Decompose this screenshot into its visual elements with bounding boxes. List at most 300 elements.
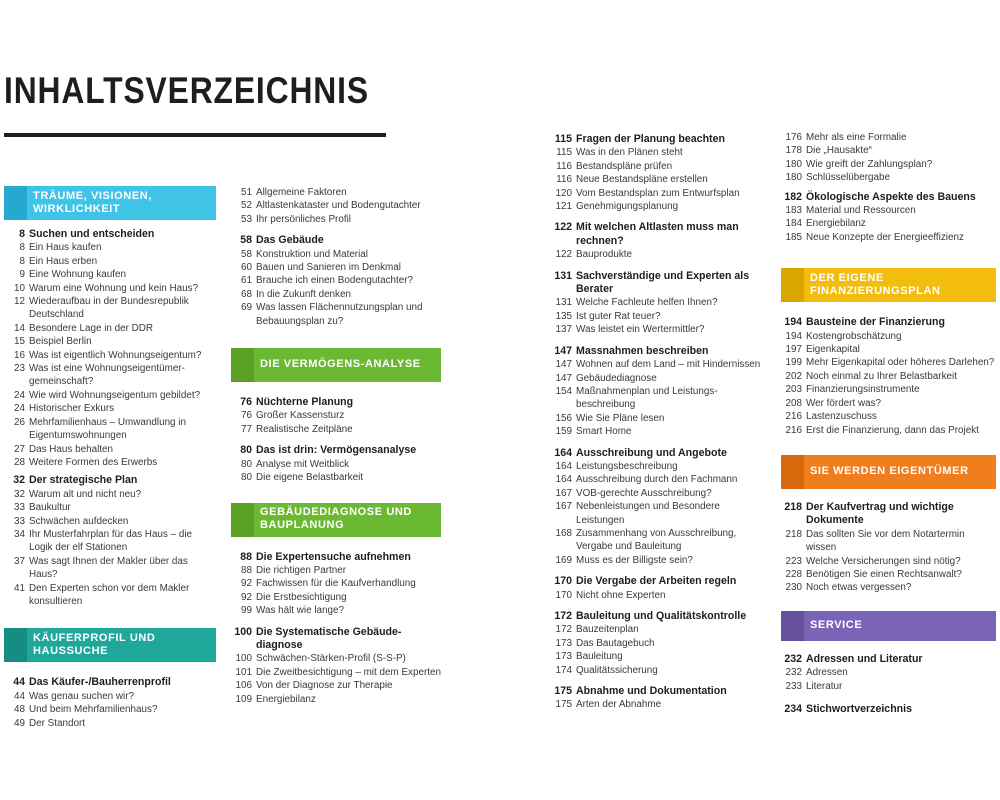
toc-entry: [551, 487, 761, 500]
page-number: 147: [555, 372, 572, 384]
toc-entry: [4, 349, 216, 362]
page-number: 34: [14, 528, 25, 540]
entry-title: Erst die Finanzierung, dann das Projekt: [806, 424, 979, 436]
toc-chapter-entry: [551, 575, 761, 588]
entry-title: Welche Versicherungen sind nötig?: [806, 555, 961, 567]
toc-entry: [551, 310, 761, 323]
page-number: 121: [555, 201, 572, 213]
toc-chapter-entry: [551, 447, 761, 460]
page-title: INHALTSVERZEICHNIS: [4, 70, 369, 111]
toc-entry: [4, 295, 216, 322]
entry-title: Die Zweitbesichtigung – mit dem Experten: [256, 666, 441, 678]
entry-title: Sachverständige und Experten als Berater: [576, 269, 750, 296]
toc-entry: [781, 581, 996, 594]
page-number: 92: [241, 591, 252, 603]
section-header-vermoegen: [231, 348, 441, 382]
entry-title: Bauen und Sanieren im Denkmal: [256, 262, 401, 274]
entry-title: Welche Fachleute helfen Ihnen?: [576, 297, 718, 309]
page-number: 88: [240, 550, 252, 563]
page-number: 32: [13, 474, 25, 487]
toc-entry: [551, 637, 761, 650]
entry-title: Die Vergabe der Arbeiten regeln: [576, 575, 737, 588]
entry-title: Brauche ich einen Bodengutachter?: [256, 275, 414, 287]
page-number: 164: [555, 460, 572, 472]
page-number: 218: [784, 500, 802, 513]
toc-entry: [231, 577, 441, 590]
toc-entry: [231, 409, 441, 422]
entry-title: Stichwortverzeichnis: [806, 702, 912, 715]
toc-list: [781, 316, 996, 437]
page-number: 178: [785, 145, 802, 157]
page-number: 23: [14, 363, 25, 375]
toc-entry: [231, 679, 441, 692]
page-number: 16: [14, 349, 25, 361]
toc-entry: [781, 370, 996, 383]
entry-title: Die richtigen Partner: [256, 564, 347, 576]
toc-chapter-entry: [781, 316, 996, 329]
toc-entry: [4, 488, 216, 501]
entry-title: Maßnahmenplan und Leistungs-beschreibung: [576, 385, 718, 411]
toc-entry: [4, 456, 216, 469]
entry-title: Besondere Lage in der DDR: [29, 322, 154, 334]
page-number: 175: [555, 699, 572, 711]
entry-title: Schwächen aufdecken: [29, 515, 129, 527]
page-number: 170: [555, 589, 572, 601]
page-number: 170: [554, 575, 572, 588]
page-number: 122: [554, 221, 572, 234]
page-number: 53: [241, 213, 252, 225]
entry-title: Was hält wie lange?: [256, 605, 345, 617]
page-number: 182: [784, 190, 802, 203]
toc-list: [231, 186, 441, 328]
toc-entry: [551, 554, 761, 567]
page-number: 199: [785, 357, 802, 369]
entry-title: Weitere Formen des Erwerbs: [29, 456, 158, 468]
section-header-gebaeude: [231, 503, 441, 537]
toc-entry: [4, 717, 216, 730]
entry-title: Benötigen Sie einen Rechtsanwalt?: [806, 568, 962, 580]
toc-entry: [551, 323, 761, 336]
entry-title: Warum alt und nicht neu?: [29, 488, 142, 500]
section-color-stripe: [781, 268, 804, 302]
page-number: 100: [234, 625, 252, 638]
toc-entry: [551, 160, 761, 173]
page-number: 109: [235, 693, 252, 705]
entry-title: Ein Haus erben: [29, 255, 98, 267]
section-title: TRÄUME, VISIONEN, WIRKLICHKEIT: [33, 189, 152, 215]
page-number: 234: [784, 702, 802, 715]
entry-title: Ein Haus kaufen: [29, 242, 102, 254]
page-number: 156: [555, 412, 572, 424]
entry-title: Genehmigungsplanung: [576, 201, 679, 213]
toc-entry: [231, 261, 441, 274]
page-number: 9: [19, 269, 25, 281]
toc-entry: [781, 397, 996, 410]
entry-title: Eine Wohnung kaufen: [29, 269, 126, 281]
page-number: 88: [241, 564, 252, 576]
entry-title: Bauzeitenplan: [576, 624, 639, 636]
entry-title: Ökologische Aspekte des Bauens: [806, 190, 976, 203]
toc-chapter-entry: [4, 676, 216, 689]
page-number: 202: [785, 370, 802, 382]
toc-entry: [231, 458, 441, 471]
page-number: 197: [785, 344, 802, 356]
entry-title: Der Standort: [29, 717, 85, 729]
entry-title: Das ist drin: Vermögensanalyse: [256, 444, 417, 457]
toc-entry: [781, 330, 996, 343]
toc-entry: [231, 423, 441, 436]
page-number: 69: [241, 302, 252, 314]
page-number: 172: [554, 610, 572, 622]
entry-title: Material und Ressourcen: [806, 205, 916, 217]
toc-entry: [551, 385, 761, 412]
page-number: 80: [241, 472, 252, 484]
toc-entry: [781, 356, 996, 369]
toc-entry: [231, 652, 441, 665]
entry-title: Bausteine der Finanzierung: [806, 316, 945, 329]
entry-title: Warum eine Wohnung und kein Haus?: [29, 282, 199, 294]
toc-entry: [4, 416, 216, 443]
toc-entry: [4, 362, 216, 389]
page-number: 167: [555, 487, 572, 499]
toc-entry: [4, 335, 216, 348]
entry-title: Literatur: [806, 680, 843, 692]
page-number: 76: [241, 410, 252, 422]
entry-title: Altlastenkataster und Bodengutachter: [256, 200, 421, 212]
toc-entry: [551, 589, 761, 602]
entry-title: Suchen und entscheiden: [29, 228, 155, 240]
page-number: 12: [14, 296, 25, 308]
entry-title: Neue Bestandspläne erstellen: [576, 174, 708, 186]
page-number: 216: [785, 424, 802, 436]
page-number: 147: [554, 344, 572, 357]
toc-entry: [551, 623, 761, 636]
page-number: 232: [785, 667, 802, 679]
toc-chapter-entry: [551, 345, 761, 358]
toc-entry: [551, 425, 761, 438]
section-color-stripe: [231, 348, 254, 382]
toc-entry: [551, 664, 761, 677]
page-number: 100: [235, 653, 252, 665]
page-number: 58: [241, 248, 252, 260]
page-number: 223: [785, 555, 802, 567]
page-number: 27: [14, 443, 25, 455]
page-number: 106: [235, 680, 252, 692]
entry-title: Die Erstbesichtigung: [256, 591, 347, 603]
entry-title: Baukultur: [29, 502, 71, 514]
toc-entry: [781, 158, 996, 171]
toc-list: [4, 676, 216, 730]
toc-entry: [781, 568, 996, 581]
entry-title: Allgemeine Faktoren: [256, 187, 347, 198]
toc-entry: [4, 528, 216, 555]
entry-title: Muss es der Billigste sein?: [576, 554, 693, 566]
page-number: 44: [14, 690, 25, 702]
entry-title: Fachwissen für die Kaufverhandlung: [256, 578, 416, 590]
page-number: 44: [13, 676, 25, 689]
entry-title: Ausschreibung und Angebote: [576, 446, 727, 459]
toc-chapter-entry: [231, 444, 441, 457]
page-number: 147: [555, 359, 572, 371]
toc-entry: [4, 268, 216, 281]
toc-column-1: [4, 186, 216, 730]
page-number: 167: [555, 501, 572, 513]
section-title: SIE WERDEN EIGENTÜMER: [810, 464, 969, 477]
entry-title: Bauleitung: [576, 651, 623, 663]
entry-title: Leistungsbeschreibung: [576, 460, 678, 472]
entry-title: Fragen der Planung beachten: [576, 133, 725, 145]
entry-title: Schwächen-Stärken-Profil (S-S-P): [256, 653, 406, 665]
toc-list: [231, 396, 441, 484]
toc-entry: [781, 217, 996, 230]
toc-entry: [781, 204, 996, 217]
toc-entry: [231, 564, 441, 577]
toc-list: [781, 501, 996, 595]
page-number: 184: [785, 218, 802, 230]
toc-entry: [551, 200, 761, 213]
section-header-traume: [4, 186, 216, 220]
entry-title: Smart Home: [576, 426, 632, 438]
entry-title: Bauleitung und Qualitätskontrolle: [576, 610, 747, 622]
entry-title: Eigenkapital: [806, 344, 860, 356]
entry-title: Nebenleistungen und Besondere Leistungen: [576, 501, 720, 526]
toc-entry: [231, 604, 441, 617]
page-number: 68: [241, 288, 252, 300]
page-number: 60: [241, 262, 252, 274]
entry-title: Kostengrobschätzung: [806, 330, 902, 342]
entry-title: Vom Bestandsplan zum Entwurfsplan: [576, 187, 740, 199]
toc-entry: [4, 703, 216, 716]
entry-title: Was leistet ein Wertermittler?: [576, 324, 705, 336]
section-title: SERVICE: [810, 618, 863, 631]
section-color-stripe: [781, 611, 804, 641]
toc-column-3: [551, 133, 761, 712]
toc-entry: [231, 248, 441, 261]
toc-entry: [781, 424, 996, 437]
page-number: 173: [555, 637, 572, 649]
toc-entry: [4, 582, 216, 609]
toc-entry: [551, 296, 761, 309]
entry-title: Bestandspläne prüfen: [576, 160, 673, 172]
toc-entry: [4, 402, 216, 415]
entry-title: Adressen und Literatur: [806, 652, 923, 665]
entry-title: Wiederaufbau in der Bundesrepublik Deutschland: [29, 296, 189, 321]
toc-chapter-entry: [231, 396, 441, 409]
toc-entry: [4, 501, 216, 514]
entry-title: Wie Sie Pläne lesen: [576, 412, 665, 424]
section-header-finanz: [781, 268, 996, 302]
toc-chapter-entry: [4, 474, 216, 487]
page-number: 76: [240, 396, 252, 409]
toc-entry: [231, 591, 441, 604]
entry-title: Mehr Eigenkapital oder höheres Darlehen?: [806, 357, 995, 369]
toc-entry: [781, 555, 996, 568]
toc-chapter-entry: [231, 234, 441, 247]
page-number: 92: [241, 578, 252, 590]
toc-entry: [551, 650, 761, 663]
page-number: 51: [241, 187, 252, 198]
toc-entry: [4, 443, 216, 456]
toc-chapter-entry: [781, 653, 996, 666]
toc-chapter-entry: [781, 501, 996, 528]
toc-entry: [551, 460, 761, 473]
toc-entry: [551, 187, 761, 200]
entry-title: Schlüsselübergabe: [806, 172, 890, 184]
page-number: 24: [14, 389, 25, 401]
toc-entry: [781, 231, 996, 244]
toc-entry: [781, 144, 996, 157]
page-number: 99: [241, 605, 252, 617]
entry-title: Beispiel Berlin: [29, 336, 92, 348]
entry-title: Konstruktion und Material: [256, 248, 368, 260]
page-number: 120: [555, 187, 572, 199]
page-number: 101: [235, 666, 252, 678]
page-number: 232: [784, 652, 802, 665]
page-number: 41: [14, 582, 25, 594]
entry-title: Die Expertensuche aufnehmen: [256, 550, 411, 563]
page-number: 203: [785, 384, 802, 396]
entry-title: Die Systematische Gebäude-diagnose: [256, 625, 402, 651]
toc-chapter-entry: [781, 191, 996, 204]
page-number: 218: [785, 528, 802, 540]
toc-entry: [781, 410, 996, 423]
toc-chapter-entry: [551, 610, 761, 623]
page-number: 172: [555, 624, 572, 636]
page-number: 131: [554, 269, 572, 282]
page-number: 183: [785, 205, 802, 217]
page-number: 174: [555, 664, 572, 676]
entry-title: Zusammenhang von Ausschreibung, Vergabe und Bauleitung: [576, 527, 737, 553]
page-number: 164: [555, 474, 572, 486]
title-rule: [4, 133, 386, 137]
page-number: 233: [785, 680, 802, 692]
page-number: 115: [554, 133, 572, 145]
entry-title: Das Bautagebuch: [576, 637, 655, 649]
entry-title: Noch einmal zu Ihrer Belastbarkeit: [806, 370, 957, 382]
entry-title: Bauprodukte: [576, 249, 633, 261]
toc-chapter-entry: [551, 133, 761, 146]
entry-title: Von der Diagnose zur Therapie: [256, 680, 393, 692]
section-title: DIE VERMÖGENS-ANALYSE: [260, 358, 421, 371]
entry-title: Ist guter Rat teuer?: [576, 310, 661, 322]
toc-chapter-entry: [551, 685, 761, 698]
toc-entry: [781, 383, 996, 396]
toc-chapter-entry: [781, 703, 996, 716]
toc-list: [4, 228, 216, 608]
entry-title: Was lassen Flächennutzungsplan und Bebauungsplan zu?: [256, 302, 423, 327]
entry-title: Energiebilanz: [256, 693, 316, 705]
page-number: 208: [785, 397, 802, 409]
toc-entry: [231, 199, 441, 212]
page-number: 61: [241, 275, 252, 287]
page-number: 135: [555, 310, 572, 322]
page-number: 228: [785, 568, 802, 580]
page-number: 48: [14, 704, 25, 716]
entry-title: Wohnen auf dem Land – mit Hindernissen: [576, 359, 761, 371]
page-number: 26: [14, 416, 25, 428]
section-header-eigentuemer: [781, 455, 996, 489]
entry-title: Abnahme und Dokumentation: [576, 685, 727, 698]
toc-chapter-entry: [551, 221, 761, 248]
toc-entry: [231, 301, 441, 328]
entry-title: Ihr Musterfahrplan für das Haus – die Logik der elf Stationen: [29, 528, 193, 554]
entry-title: Analyse mit Weitblick: [256, 458, 350, 470]
entry-title: VOB-gerechte Ausschreibung?: [576, 487, 712, 499]
toc-entry: [4, 282, 216, 295]
section-title: GEBÄUDEDIAGNOSE UND BAUPLANUNG: [260, 506, 412, 531]
page-number: 230: [785, 582, 802, 594]
entry-title: Was genau suchen wir?: [29, 690, 135, 702]
page-number: 15: [14, 336, 25, 348]
entry-title: Qualitätssicherung: [576, 664, 658, 676]
entry-title: Das Gebäude: [256, 234, 324, 247]
page-number: 164: [554, 446, 572, 459]
page-number: 14: [14, 322, 25, 334]
page-number: 159: [555, 426, 572, 438]
entry-title: Das Haus behalten: [29, 443, 113, 455]
section-title: KÄUFERPROFIL UND HAUSSUCHE: [33, 631, 156, 657]
page-number: 122: [555, 249, 572, 261]
page-number: 137: [555, 324, 572, 336]
section-color-stripe: [4, 628, 27, 662]
page-number: 194: [785, 330, 802, 342]
page-number: 154: [555, 385, 572, 397]
toc-entry: [231, 288, 441, 301]
page-number: 168: [555, 527, 572, 539]
page-number: 176: [785, 132, 802, 143]
page-number: 24: [14, 403, 25, 415]
entry-title: Der strategische Plan: [29, 474, 138, 487]
page-number: 185: [785, 231, 802, 243]
page-number: 216: [785, 411, 802, 423]
entry-title: Adressen: [806, 667, 848, 679]
toc-entry: [231, 666, 441, 679]
toc-entry: [551, 146, 761, 159]
toc-entry: [551, 248, 761, 261]
toc-chapter-entry: [231, 626, 441, 653]
toc-entry: [4, 555, 216, 582]
entry-title: Wie greift der Zahlungsplan?: [806, 158, 933, 170]
entry-title: Wer fördert was?: [806, 397, 882, 409]
toc-entry: [551, 527, 761, 554]
entry-title: Neue Konzepte der Energieeffizienz: [806, 231, 964, 243]
toc-entry: [781, 666, 996, 679]
page-number: 80: [240, 444, 252, 457]
section-header-service: [781, 611, 996, 641]
page-number: 10: [14, 282, 25, 294]
entry-title: Mehr als eine Formalie: [806, 132, 907, 143]
toc-list: [781, 131, 996, 244]
toc-entry: [551, 173, 761, 186]
entry-title: Ihr persönliches Profil: [256, 213, 351, 225]
entry-title: Was ist eine Wohnungseigentümer-gemeinschaft?: [29, 363, 185, 388]
entry-title: Mehrfamilienhaus – Umwandlung in Eigentumswohnungen: [29, 416, 186, 442]
page-number: 180: [785, 172, 802, 184]
toc-chapter-entry: [551, 270, 761, 297]
toc-column-2: [231, 186, 441, 706]
page-number: 52: [241, 200, 252, 212]
entry-title: Realistische Zeitpläne: [256, 423, 353, 435]
entry-title: Finanzierungsinstrumente: [806, 384, 920, 396]
toc-entry: [781, 528, 996, 555]
entry-title: Was sagt Ihnen der Makler über das Haus?: [29, 555, 188, 581]
entry-title: Arten der Abnahme: [576, 699, 662, 711]
entry-title: Den Experten schon vor dem Makler konsultieren: [29, 582, 190, 607]
page-number: 58: [240, 234, 252, 247]
toc-entry: [781, 131, 996, 144]
toc-entry: [4, 322, 216, 335]
page-number: 116: [556, 174, 572, 186]
